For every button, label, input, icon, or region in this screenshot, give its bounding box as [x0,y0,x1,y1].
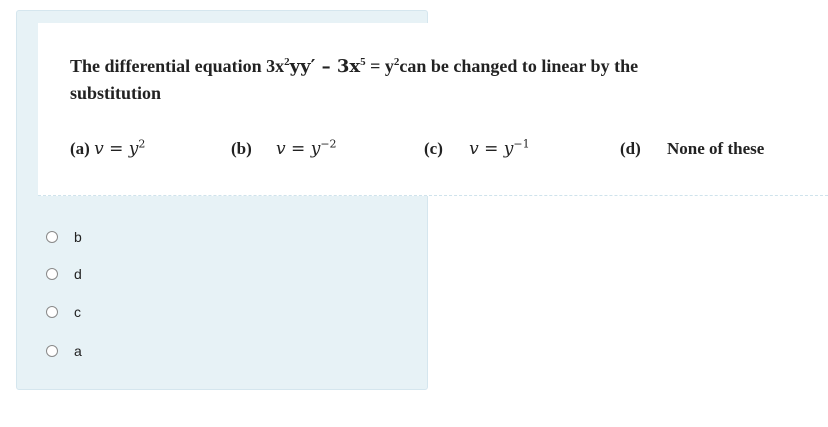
radio-circle-icon[interactable] [46,268,58,280]
option-a: (a) $v = y^2$ [70,137,146,159]
answer-choice-label: d [74,266,82,282]
answer-choice-label: c [74,304,81,320]
answer-choice-a[interactable] [46,341,82,361]
option-b: (b) $v = y^{-2}$ [231,137,337,159]
option-d: (d) None of these [620,139,765,158]
answer-choice-label: a [74,343,82,359]
answer-choice-d[interactable] [46,264,82,284]
answer-choice-label: b [74,229,82,245]
answer-choice-b[interactable] [46,227,82,247]
option-c: (c) $v = y^{-1}$ [424,137,530,159]
radio-circle-icon[interactable] [46,306,58,318]
answer-choice-c[interactable] [46,302,81,322]
radio-circle-icon[interactable] [46,345,58,357]
question-box [38,23,828,196]
question-text: The differential equation $3x^2yy' - 3x^5 = y^2can$ be changed to linear by the substitution [70,56,639,103]
radio-circle-icon[interactable] [46,231,58,243]
